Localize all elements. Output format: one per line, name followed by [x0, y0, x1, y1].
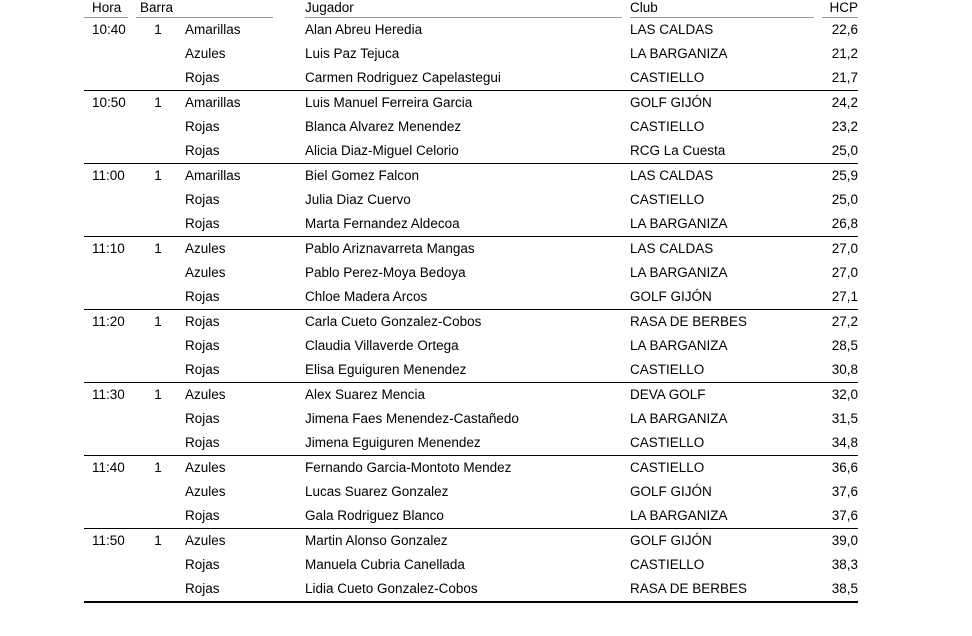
club-cell: LAS CALDAS: [630, 168, 714, 183]
tee-times-table: [84, 0, 858, 603]
barra-cell: [136, 504, 180, 528]
player-name-cell: Carla Cueto Gonzalez-Cobos: [305, 314, 482, 329]
club-cell: GOLF GIJÓN: [630, 95, 712, 110]
barra-cell: [136, 431, 180, 455]
hora-cell: [84, 358, 136, 382]
hcp-cell: 23,2: [831, 119, 858, 134]
club-cell: DEVA GOLF: [630, 387, 706, 402]
hora-cell: [84, 553, 136, 577]
column-header-tee: [180, 0, 273, 18]
player-name-cell: Lucas Suarez Gonzalez: [305, 484, 449, 499]
hora-cell: 11:30: [92, 387, 125, 402]
column-header-barra: Barra: [136, 0, 180, 18]
tee-time-groups: [84, 18, 858, 601]
player-row: [84, 212, 858, 236]
club-cell: CASTIELLO: [630, 460, 705, 475]
hora-cell: [84, 115, 136, 139]
tee-color-cell: Amarillas: [185, 168, 241, 183]
club-cell: LA BARGANIZA: [630, 411, 728, 426]
hora-cell: [84, 504, 136, 528]
tee-time-group: [84, 18, 858, 90]
tee-color-cell: Rojas: [185, 581, 220, 596]
tee-color-cell: Rojas: [185, 143, 220, 158]
hora-cell: [84, 577, 136, 601]
hcp-cell: 24,2: [831, 95, 858, 110]
tee-color-cell: Amarillas: [185, 95, 241, 110]
player-name-cell: Luis Paz Tejuca: [305, 46, 400, 61]
hora-cell: [84, 42, 136, 66]
hora-cell: 11:10: [92, 241, 125, 256]
hcp-cell: 26,8: [831, 216, 858, 231]
player-name-cell: Marta Fernandez Aldecoa: [305, 216, 460, 231]
barra-cell: 1: [154, 460, 162, 475]
tee-color-cell: Rojas: [185, 362, 220, 377]
column-header-hcp: HCP: [822, 0, 858, 18]
player-row: [84, 456, 858, 480]
tee-color-cell: Rojas: [185, 70, 220, 85]
barra-cell: [136, 334, 180, 358]
player-name-cell: Claudia Villaverde Ortega: [305, 338, 459, 353]
player-name-cell: Blanca Alvarez Menendez: [305, 119, 462, 134]
player-name-cell: Fernando Garcia-Montoto Mendez: [305, 460, 512, 475]
player-row: [84, 261, 858, 285]
club-cell: RASA DE BERBES: [630, 581, 748, 596]
hora-cell: [84, 480, 136, 504]
player-row: [84, 42, 858, 66]
tee-time-group: [84, 455, 858, 528]
player-row: [84, 91, 858, 115]
barra-cell: [136, 358, 180, 382]
tee-color-cell: Azules: [185, 46, 226, 61]
club-cell: CASTIELLO: [630, 192, 705, 207]
club-cell: LA BARGANIZA: [630, 338, 728, 353]
barra-cell: 1: [154, 95, 162, 110]
hcp-cell: 36,6: [831, 460, 858, 475]
hora-cell: [84, 431, 136, 455]
barra-cell: [136, 407, 180, 431]
hcp-cell: 32,0: [831, 387, 858, 402]
player-row: [84, 577, 858, 601]
hcp-cell: 27,0: [831, 241, 858, 256]
hora-cell: [84, 334, 136, 358]
player-row: [84, 334, 858, 358]
player-name-cell: Julia Diaz Cuervo: [305, 192, 411, 207]
hcp-cell: 21,2: [831, 46, 858, 61]
column-header-club: Club: [630, 0, 814, 18]
tee-color-cell: Rojas: [185, 508, 220, 523]
club-cell: LAS CALDAS: [630, 22, 714, 37]
barra-cell: 1: [154, 314, 162, 329]
tee-color-cell: Azules: [185, 265, 226, 280]
player-row: [84, 164, 858, 188]
player-name-cell: Chloe Madera Arcos: [305, 289, 428, 304]
player-row: [84, 358, 858, 382]
player-name-cell: Martin Alonso Gonzalez: [305, 533, 448, 548]
player-name-cell: Pablo Perez-Moya Bedoya: [305, 265, 466, 280]
column-header-jugador: Jugador: [305, 0, 622, 18]
barra-cell: [136, 139, 180, 163]
player-name-cell: Elisa Eguiguren Menendez: [305, 362, 467, 377]
barra-cell: 1: [154, 387, 162, 402]
player-name-cell: Jimena Faes Menendez-Castañedo: [305, 411, 519, 426]
player-row: [84, 66, 858, 90]
hora-cell: [84, 261, 136, 285]
hora-cell: 10:40: [92, 22, 126, 37]
player-name-cell: Alex Suarez Mencia: [305, 387, 426, 402]
player-name-cell: Biel Gomez Falcon: [305, 168, 420, 183]
player-row: [84, 188, 858, 212]
player-name-cell: Alan Abreu Heredia: [305, 22, 423, 37]
player-row: [84, 529, 858, 553]
barra-cell: [136, 261, 180, 285]
player-name-cell: Luis Manuel Ferreira Garcia: [305, 95, 473, 110]
tee-color-cell: Azules: [185, 241, 226, 256]
club-cell: CASTIELLO: [630, 119, 705, 134]
tee-color-cell: Rojas: [185, 192, 220, 207]
barra-cell: [136, 188, 180, 212]
hcp-cell: 22,6: [831, 22, 858, 37]
barra-cell: [136, 285, 180, 309]
tee-color-cell: Rojas: [185, 338, 220, 353]
player-row: [84, 504, 858, 528]
player-name-cell: Alicia Diaz-Miguel Celorio: [305, 143, 459, 158]
hcp-cell: 27,1: [831, 289, 858, 304]
tee-time-group: [84, 163, 858, 236]
player-row: [84, 431, 858, 455]
club-cell: CASTIELLO: [630, 70, 705, 85]
club-cell: RCG La Cuesta: [630, 143, 726, 158]
hcp-cell: 37,6: [831, 484, 858, 499]
barra-cell: 1: [154, 533, 162, 548]
club-cell: LA BARGANIZA: [630, 46, 728, 61]
club-cell: CASTIELLO: [630, 557, 705, 572]
player-row: [84, 407, 858, 431]
hora-cell: 11:40: [92, 460, 125, 475]
hcp-cell: 38,3: [831, 557, 858, 572]
player-name-cell: Manuela Cubria Canellada: [305, 557, 465, 572]
club-cell: CASTIELLO: [630, 435, 705, 450]
player-row: [84, 285, 858, 309]
player-row: [84, 139, 858, 163]
barra-cell: [136, 553, 180, 577]
tee-color-cell: Azules: [185, 484, 226, 499]
tee-color-cell: Rojas: [185, 119, 220, 134]
hcp-cell: 21,7: [831, 70, 858, 85]
club-cell: GOLF GIJÓN: [630, 533, 712, 548]
player-name-cell: Jimena Eguiguren Menendez: [305, 435, 481, 450]
hcp-cell: 25,9: [831, 168, 858, 183]
tee-time-group: [84, 309, 858, 382]
player-row: [84, 553, 858, 577]
hcp-cell: 27,0: [831, 265, 858, 280]
tee-time-group: [84, 236, 858, 309]
hcp-cell: 25,0: [831, 192, 858, 207]
hora-cell: [84, 285, 136, 309]
barra-cell: 1: [154, 241, 162, 256]
tee-time-group: [84, 382, 858, 455]
hcp-cell: 31,5: [831, 411, 858, 426]
hora-cell: [84, 188, 136, 212]
hcp-cell: 37,6: [831, 508, 858, 523]
hora-cell: 11:20: [92, 314, 125, 329]
barra-cell: 1: [154, 168, 162, 183]
hcp-cell: 34,8: [831, 435, 858, 450]
hora-cell: 11:00: [92, 168, 125, 183]
barra-cell: [136, 42, 180, 66]
club-cell: GOLF GIJÓN: [630, 289, 712, 304]
tee-time-group: [84, 90, 858, 163]
player-name-cell: Pablo Ariznavarreta Mangas: [305, 241, 475, 256]
hora-cell: [84, 139, 136, 163]
club-cell: CASTIELLO: [630, 362, 705, 377]
player-row: [84, 18, 858, 42]
hora-cell: 11:50: [92, 533, 125, 548]
tee-color-cell: Azules: [185, 387, 226, 402]
hcp-cell: 30,8: [831, 362, 858, 377]
tee-color-cell: Rojas: [185, 314, 220, 329]
player-row: [84, 383, 858, 407]
club-cell: LA BARGANIZA: [630, 508, 728, 523]
player-row: [84, 115, 858, 139]
player-name-cell: Gala Rodriguez Blanco: [305, 508, 444, 523]
barra-cell: [136, 212, 180, 236]
tee-color-cell: Amarillas: [185, 22, 241, 37]
hcp-cell: 38,5: [831, 581, 858, 596]
tee-color-cell: Azules: [185, 533, 226, 548]
hcp-cell: 25,0: [831, 143, 858, 158]
tee-color-cell: Azules: [185, 460, 226, 475]
tee-color-cell: Rojas: [185, 411, 220, 426]
hora-cell: 10:50: [92, 95, 126, 110]
tee-time-group: [84, 528, 858, 601]
tee-color-cell: Rojas: [185, 289, 220, 304]
barra-cell: [136, 115, 180, 139]
column-header-hora: Hora: [84, 0, 128, 18]
tee-color-cell: Rojas: [185, 557, 220, 572]
hcp-cell: 39,0: [831, 533, 858, 548]
hora-cell: [84, 407, 136, 431]
player-row: [84, 237, 858, 261]
table-header-row: [84, 0, 858, 18]
hcp-cell: 27,2: [831, 314, 858, 329]
player-row: [84, 310, 858, 334]
barra-cell: [136, 480, 180, 504]
tee-color-cell: Rojas: [185, 435, 220, 450]
barra-cell: 1: [154, 22, 162, 37]
barra-cell: [136, 577, 180, 601]
hcp-cell: 28,5: [831, 338, 858, 353]
club-cell: LAS CALDAS: [630, 241, 714, 256]
club-cell: LA BARGANIZA: [630, 265, 728, 280]
player-name-cell: Carmen Rodriguez Capelastegui: [305, 70, 501, 85]
player-name-cell: Lidia Cueto Gonzalez-Cobos: [305, 581, 478, 596]
club-cell: RASA DE BERBES: [630, 314, 748, 329]
barra-cell: [136, 66, 180, 90]
hora-cell: [84, 212, 136, 236]
club-cell: LA BARGANIZA: [630, 216, 728, 231]
player-row: [84, 480, 858, 504]
club-cell: GOLF GIJÓN: [630, 484, 712, 499]
tee-color-cell: Rojas: [185, 216, 220, 231]
hora-cell: [84, 66, 136, 90]
